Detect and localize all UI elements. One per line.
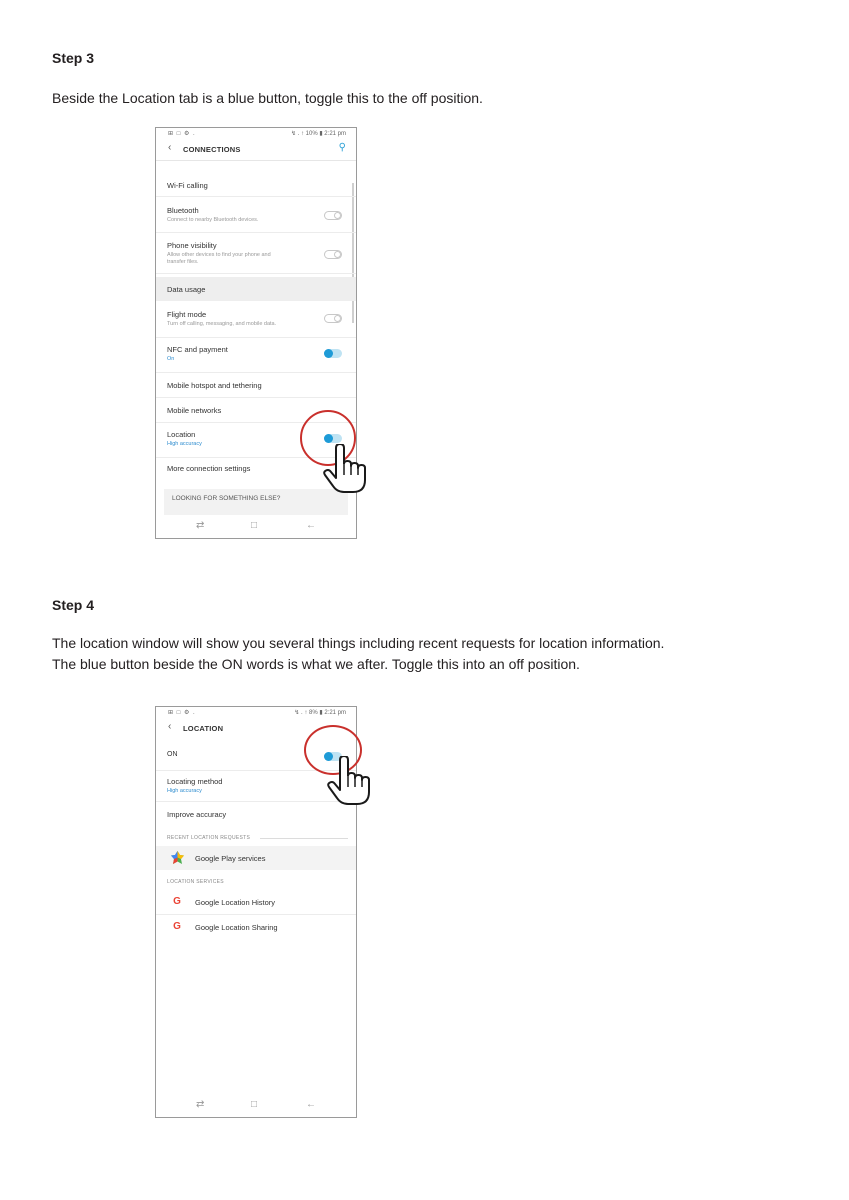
step-4-text-line-1: The location window will show you several things including recent requests for location information. [52,635,665,651]
google-location-sharing-label: Google Location Sharing [195,923,278,932]
phone-visibility-description: Allow other devices to find your phone and [167,252,271,258]
data-usage-row[interactable] [156,277,356,301]
pointing-hand-icon [326,756,372,806]
location-label: Location [167,430,196,439]
mobile-networks-label: Mobile networks [167,406,222,415]
recent-apps-icon[interactable]: ⇄ [196,1099,205,1110]
status-icons-left: ⊞ □ ⚙ . [168,710,196,716]
home-icon[interactable]: □ [251,1099,258,1110]
app-bar [156,140,356,161]
status-icons-right: ↯ . ↑ 10% ▮ 2:21 pm [290,131,346,137]
flight-mode-toggle[interactable] [324,314,342,323]
step-3-text: Beside the Location tab is a blue button, toggle this to the off position. [52,90,483,106]
hotspot-row[interactable] [156,373,356,398]
screen-title: LOCATION [183,724,224,733]
locating-method-value: High accuracy [167,788,202,794]
bluetooth-row[interactable] [156,197,356,233]
more-connection-settings-label: More connection settings [167,464,251,473]
recent-apps-icon[interactable]: ⇄ [196,520,205,531]
phone-visibility-row[interactable] [156,233,356,274]
back-icon[interactable]: ← [306,1099,316,1110]
google-location-history-label: Google Location History [195,898,276,907]
recent-requests-divider [260,838,348,839]
improve-accuracy-label: Improve accuracy [167,810,227,819]
location-services-header: LOCATION SERVICES [167,879,224,885]
recent-requests-header: RECENT LOCATION REQUESTS [167,835,251,841]
looking-for-something-else-card[interactable] [164,489,348,515]
google-g-icon: G [173,896,181,907]
step-4-heading: Step 4 [52,597,95,613]
google-play-services-icon [171,851,184,864]
locating-method-label: Locating method [167,777,223,786]
nfc-row[interactable] [156,338,356,373]
phone-visibility-label: Phone visibility [167,241,217,250]
data-usage-label: Data usage [167,285,206,294]
nfc-toggle[interactable] [324,349,342,358]
flight-mode-label: Flight mode [167,310,207,319]
hotspot-label: Mobile hotspot and tethering [167,381,262,390]
location-on-label: ON [167,751,178,758]
bluetooth-description: Connect to nearby Bluetooth devices. [167,217,259,223]
status-bar [156,128,356,140]
wifi-calling-label: Wi-Fi calling [167,181,208,190]
flight-mode-row[interactable] [156,303,356,338]
google-play-services-label: Google Play services [195,854,266,863]
google-play-services-row[interactable] [156,846,356,870]
wifi-calling-row[interactable] [156,173,356,197]
back-arrow-icon[interactable]: ‹ [168,142,172,153]
step-3-instructions [52,88,483,109]
step-3-heading: Step 3 [52,50,95,66]
status-icons-right: ↯ . ↑ 8% ▮ 2:21 pm [294,710,346,716]
looking-for-something-else-label: LOOKING FOR SOMETHING ELSE? [172,495,281,502]
search-icon[interactable]: ⚲ [338,142,346,153]
nav-bar [156,516,356,538]
google-location-sharing-row[interactable] [156,915,356,939]
google-g-icon: G [173,921,181,932]
flight-mode-description: Turn off calling, messaging, and mobile data. [167,321,277,327]
nfc-status: On [167,356,175,362]
phone-visibility-toggle[interactable] [324,250,342,259]
google-location-history-row[interactable] [156,890,356,915]
screen-title: CONNECTIONS [183,145,241,154]
back-arrow-icon[interactable]: ‹ [168,721,172,732]
back-icon[interactable]: ← [306,520,316,531]
step-4-instructions [52,633,664,675]
status-icons-left: ⊞ □ ⚙ . [168,131,196,137]
bluetooth-label: Bluetooth [167,206,199,215]
phone-visibility-description-2: transfer files. [167,259,199,265]
bluetooth-toggle[interactable] [324,211,342,220]
nfc-label: NFC and payment [167,345,228,354]
location-status: High accuracy [167,441,202,447]
nav-bar [156,1095,356,1117]
status-bar [156,707,356,719]
pointing-hand-icon [322,444,368,494]
step-4-text-line-2: The blue button beside the ON words is what we after. Toggle this into an off position. [52,656,580,672]
home-icon[interactable]: □ [251,520,258,531]
